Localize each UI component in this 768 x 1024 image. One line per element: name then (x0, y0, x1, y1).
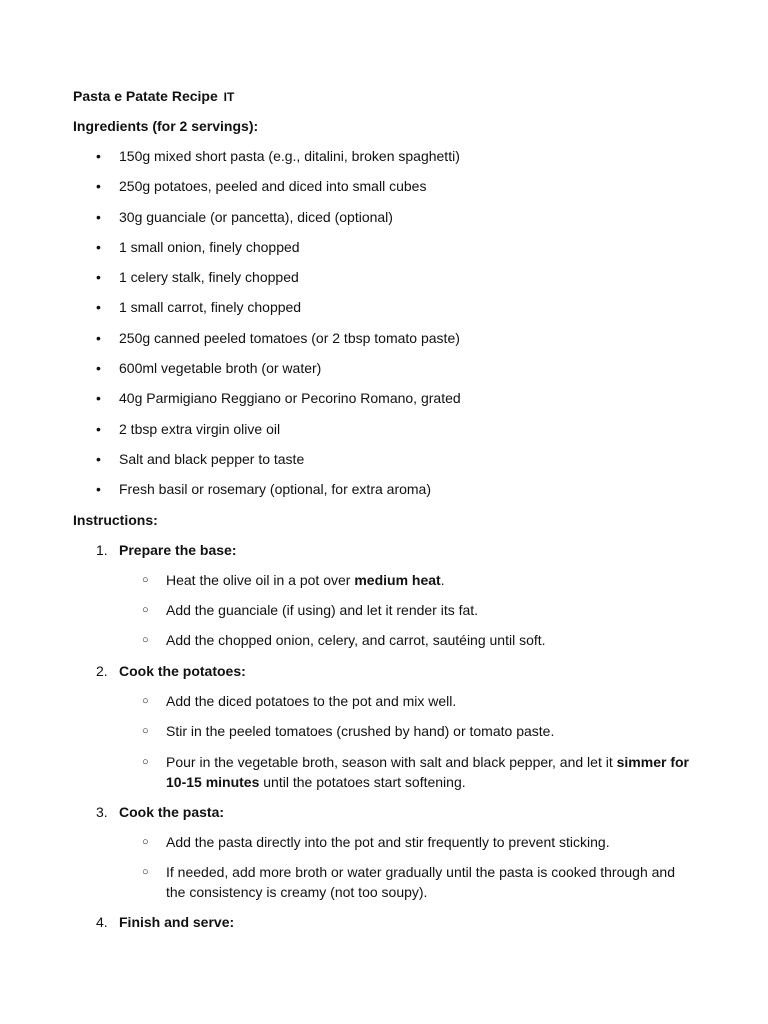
substep-emphasis: medium heat (354, 571, 441, 588)
ingredient-item (73, 207, 693, 237)
ingredient-item (73, 388, 693, 418)
substep-item (119, 752, 693, 802)
ingredient-text: Fresh basil or rosemary (optional, for extra aroma) (119, 481, 431, 498)
bullet-icon: • (96, 481, 101, 498)
title-text: Pasta e Patate Recipe (73, 88, 218, 104)
substep-text-end: until the potatoes start softening. (259, 773, 466, 790)
ingredient-text: 250g canned peeled tomatoes (or 2 tbsp tomato paste) (119, 329, 460, 346)
substep-item (119, 862, 693, 912)
step-substeps (119, 570, 693, 661)
substep-text: Stir in the peeled tomatoes (crushed by hand) or tomato paste. (166, 723, 555, 740)
bullet-icon: • (96, 148, 101, 164)
substep-text: If needed, add more broth or water gradually until the pasta is cooked through and the consistency is creamy (not too soupy). (166, 864, 675, 901)
substep-text: Pour in the vegetable broth, season with salt and black pepper, and let it (166, 753, 617, 770)
substep-text-end: . (440, 571, 445, 588)
instruction-step (73, 540, 693, 661)
instruction-step (73, 661, 693, 802)
circle-bullet-icon: ○ (142, 755, 149, 768)
circle-bullet-icon: ○ (142, 866, 149, 879)
circle-bullet-icon: ○ (142, 835, 149, 848)
bullet-icon: • (96, 269, 101, 286)
step-title: Prepare the base: (119, 541, 237, 558)
bullet-icon: • (96, 390, 101, 407)
bullet-icon: • (96, 420, 101, 437)
step-title: Finish and serve: (119, 914, 235, 931)
circle-bullet-icon: ○ (142, 695, 149, 708)
circle-bullet-icon: ○ (142, 573, 149, 586)
ingredient-item (73, 449, 693, 479)
step-substeps (119, 832, 693, 912)
step-number: 2. (96, 662, 108, 679)
ingredient-text: 250g potatoes, peeled and diced into small cubes (119, 178, 427, 195)
ingredient-text: 40g Parmigiano Reggiano or Pecorino Romano, grated (119, 390, 461, 407)
substep-text: Add the chopped onion, celery, and carrot, sautéing until soft. (166, 632, 546, 649)
substep-text: Add the diced potatoes to the pot and mix well. (166, 693, 457, 710)
ingredient-text: 150g mixed short pasta (e.g., ditalini, broken spaghetti) (119, 148, 460, 164)
step-title: Cook the potatoes: (119, 662, 246, 679)
ingredient-text: 600ml vegetable broth (or water) (119, 360, 322, 377)
substep-text: Add the guanciale (if using) and let it render its fat. (166, 602, 479, 619)
substep-item (119, 832, 693, 862)
instruction-step (73, 802, 693, 913)
bullet-icon: • (96, 299, 101, 316)
ingredients-heading: Ingredients (for 2 servings): (73, 118, 259, 134)
ingredient-text: 1 small onion, finely chopped (119, 238, 300, 255)
ingredient-item (73, 176, 693, 206)
ingredient-text: Salt and black pepper to taste (119, 450, 305, 467)
circle-bullet-icon: ○ (142, 604, 149, 617)
substep-text: Heat the olive oil in a pot over (166, 571, 355, 588)
step-substeps (119, 691, 693, 802)
substep-item (119, 570, 693, 600)
bullet-icon: • (96, 450, 101, 467)
ingredient-text: 30g guanciale (or pancetta), diced (optional) (119, 208, 393, 225)
bullet-icon: • (96, 329, 101, 346)
ingredients-list (73, 146, 693, 510)
instructions-list (73, 540, 693, 943)
substep-text: Add the pasta directly into the pot and stir frequently to prevent sticking. (166, 833, 610, 850)
ingredient-item (73, 297, 693, 327)
ingredient-item (73, 328, 693, 358)
italy-flag-icon: IT (223, 90, 235, 104)
substep-item (119, 691, 693, 721)
ingredient-text: 1 small carrot, finely chopped (119, 299, 302, 316)
ingredient-item (73, 479, 693, 509)
step-number: 1. (96, 541, 108, 558)
substep-emphasis: simmer for 10-15 minutes (166, 753, 689, 790)
ingredient-item (73, 267, 693, 297)
circle-bullet-icon: ○ (142, 634, 149, 647)
bullet-icon: • (96, 208, 101, 225)
instruction-step (73, 912, 693, 942)
substep-item (119, 630, 693, 660)
ingredient-text: 1 celery stalk, finely chopped (119, 269, 299, 286)
ingredient-item (73, 419, 693, 449)
page-title (73, 86, 693, 116)
step-title: Cook the pasta: (119, 803, 225, 820)
step-number: 4. (96, 914, 108, 931)
bullet-icon: • (96, 360, 101, 377)
step-number: 3. (96, 803, 108, 820)
ingredient-item (73, 146, 693, 176)
substep-item (119, 721, 693, 751)
bullet-icon: • (96, 178, 101, 195)
substep-item (119, 600, 693, 630)
circle-bullet-icon: ○ (142, 725, 149, 738)
bullet-icon: • (96, 238, 101, 255)
ingredient-text: 2 tbsp extra virgin olive oil (119, 420, 281, 437)
ingredient-item (73, 237, 693, 267)
recipe-document (73, 86, 693, 943)
ingredient-item (73, 358, 693, 388)
instructions-heading: Instructions: (73, 511, 158, 528)
